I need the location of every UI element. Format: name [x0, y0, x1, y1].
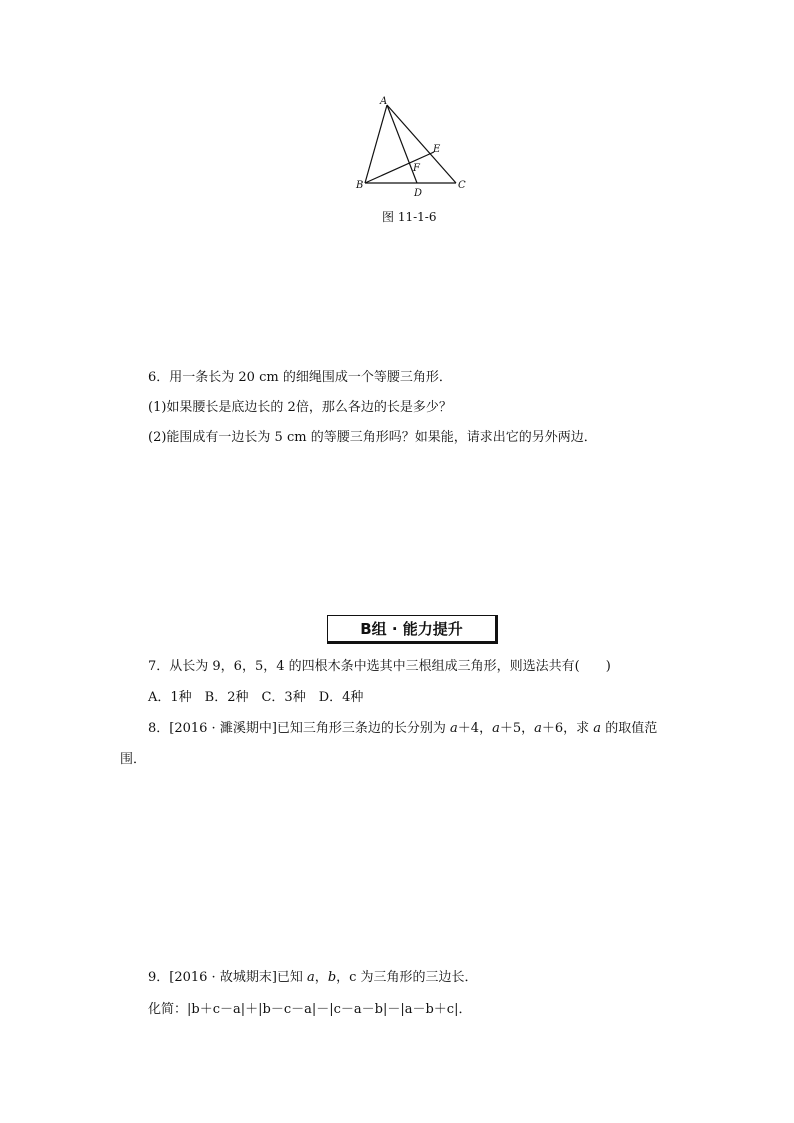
- figure-caption: 图 11-1-6: [382, 210, 437, 224]
- side-ab: [365, 105, 387, 183]
- q8-var-a-3: a: [534, 721, 542, 736]
- q8-seg-3: ＋6，求: [541, 721, 594, 736]
- label-c: C: [458, 180, 466, 191]
- label-f: F: [413, 163, 420, 174]
- question-7-stem: 7．从长为 9，6，5，4 的四根木条中选其中三根组成三角形，则选法共有( ): [148, 659, 611, 674]
- question-7-options: A．1种 B．2种 C．3种 D．4种: [148, 690, 364, 705]
- question-8-continuation: 围．: [120, 752, 147, 767]
- q9-sep-1: ，: [314, 970, 328, 985]
- triangle-diagram: [350, 92, 480, 202]
- q9-var-b: b: [327, 970, 337, 985]
- label-e: E: [433, 144, 441, 155]
- q8-seg-2: ＋5，: [499, 721, 535, 736]
- q8-prefix: 8．[2016 · 濉溪期中]已知三角形三条边的长分别为: [148, 721, 451, 736]
- question-6-part-1: (1)如果腰长是底边长的 2倍，那么各边的长是多少？: [148, 400, 452, 415]
- question-8-stem: [148, 717, 657, 736]
- triangle-figure: [350, 92, 480, 202]
- q9-prefix: 9．[2016 · 故城期末]已知: [148, 970, 308, 985]
- question-9-simplify: 化简：|b＋c－a|＋|b－c－a|－|c－a－b|－|a－b＋c|．: [148, 1002, 472, 1017]
- label-a: A: [380, 96, 388, 107]
- question-6-part-2: (2)能围成有一边长为 5 cm 的等腰三角形吗？如果能，请求出它的另外两边．: [148, 430, 597, 445]
- question-6-stem: 6．用一条长为 20 cm 的细绳围成一个等腰三角形．: [148, 370, 452, 385]
- q8-var-a-1: a: [450, 721, 458, 736]
- question-9-stem: [148, 966, 478, 985]
- section-title: B组 · 能力提升: [360, 620, 463, 638]
- q8-var-a-2: a: [492, 721, 500, 736]
- side-ac: [387, 105, 456, 183]
- q8-var-a-4: a: [593, 721, 602, 736]
- label-d: D: [414, 188, 423, 199]
- section-header-b: [327, 615, 498, 644]
- q8-seg-1: ＋4，: [457, 721, 493, 736]
- q8-suffix: 的取值范: [601, 721, 658, 736]
- label-b: B: [356, 180, 364, 191]
- segment-be: [365, 152, 434, 183]
- q9-sep-2: ，c 为三角形的三边长．: [336, 970, 478, 985]
- q9-var-a: a: [307, 970, 315, 985]
